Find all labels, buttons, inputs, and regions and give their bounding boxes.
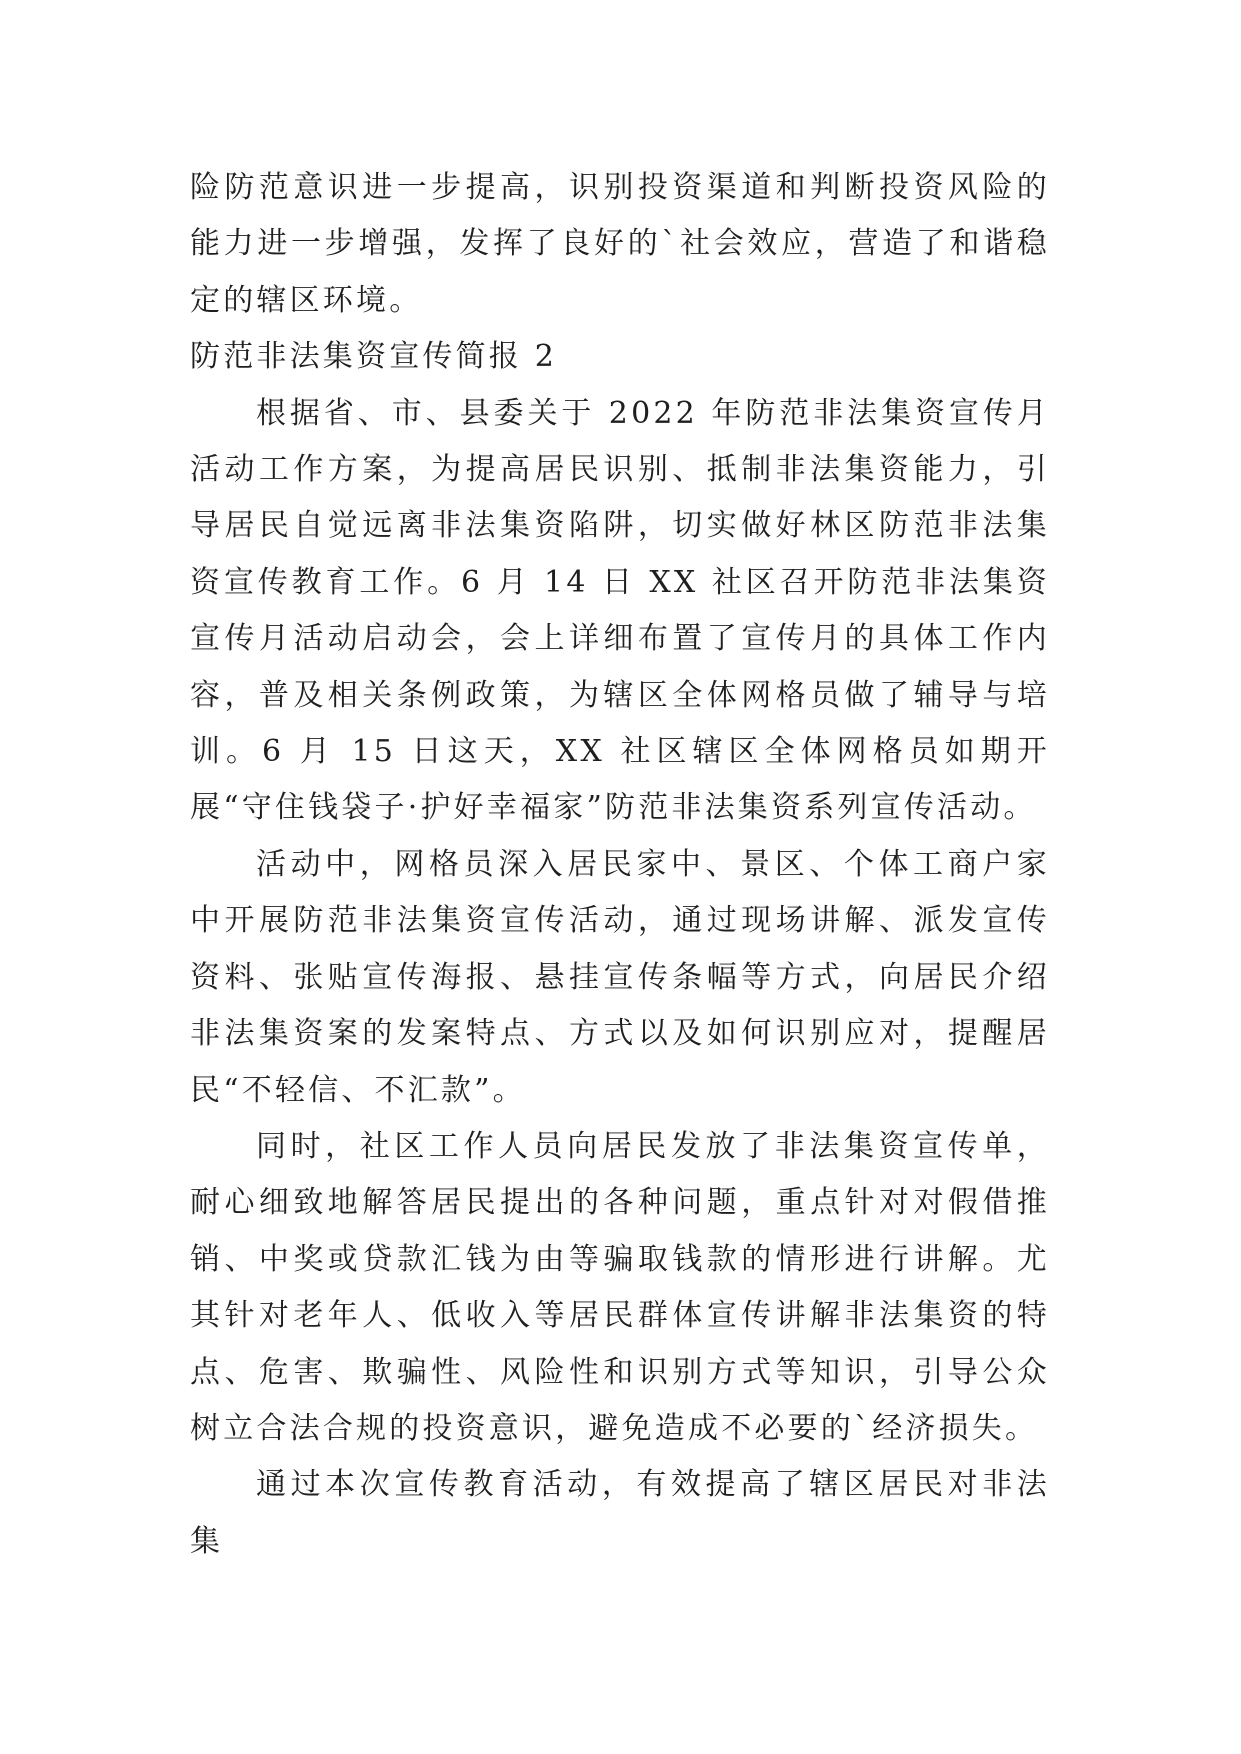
document-body [190, 160, 1050, 1570]
paragraph-1: 根据省、市、县委关于 2022 年防范非法集资宣传月活动工作方案，为提高居民识别、抵制非法集资能力，引导居民自觉远离非法集资陷阱，切实做好林区防范非法集资宣传教育工作。6 月 14 日 XX 社区召开防范非法集资宣传月活动启动会，会上详细布置了宣传月的具体工作内容，普及相关条例政策，为辖区全体网格员做了辅导与培训。6 月 15 日这天，XX 社区辖区全体网格员如期开展“守住钱袋子·护好幸福家”防范非法集资系列宣传活动。 [190, 395, 1050, 826]
paragraph-3: 同时，社区工作人员向居民发放了非法集资宣传单，耐心细致地解答居民提出的各种问题，重点针对对假借推销、中奖或贷款汇钱为由等骗取钱款的情形进行讲解。尤其针对老年人、低收入等居民群体宣传讲解非法集资的特点、危害、欺骗性、风险性和识别方式等知识，引导公众树立合法合规的投资意识，避免造成不必要的`经济损失。 [190, 1128, 1050, 1446]
paragraph-4: 通过本次宣传教育活动，有效提高了辖区居民对非法集 [190, 1467, 1050, 1559]
section-title: 防范非法集资宣传简报 2 [190, 339, 558, 375]
paragraph-2: 活动中，网格员深入居民家中、景区、个体工商户家中开展防范非法集资宣传活动，通过现场讲解、派发宣传资料、张贴宣传海报、悬挂宣传条幅等方式，向居民介绍非法集资案的发案特点、方式以及如何识别应对，提醒居民“不轻信、不汇款”。 [190, 846, 1050, 1108]
continuation-paragraph: 险防范意识进一步提高，识别投资渠道和判断投资风险的能力进一步增强，发挥了良好的`社会效应，营造了和谐稳定的辖区环境。 [190, 170, 1050, 318]
